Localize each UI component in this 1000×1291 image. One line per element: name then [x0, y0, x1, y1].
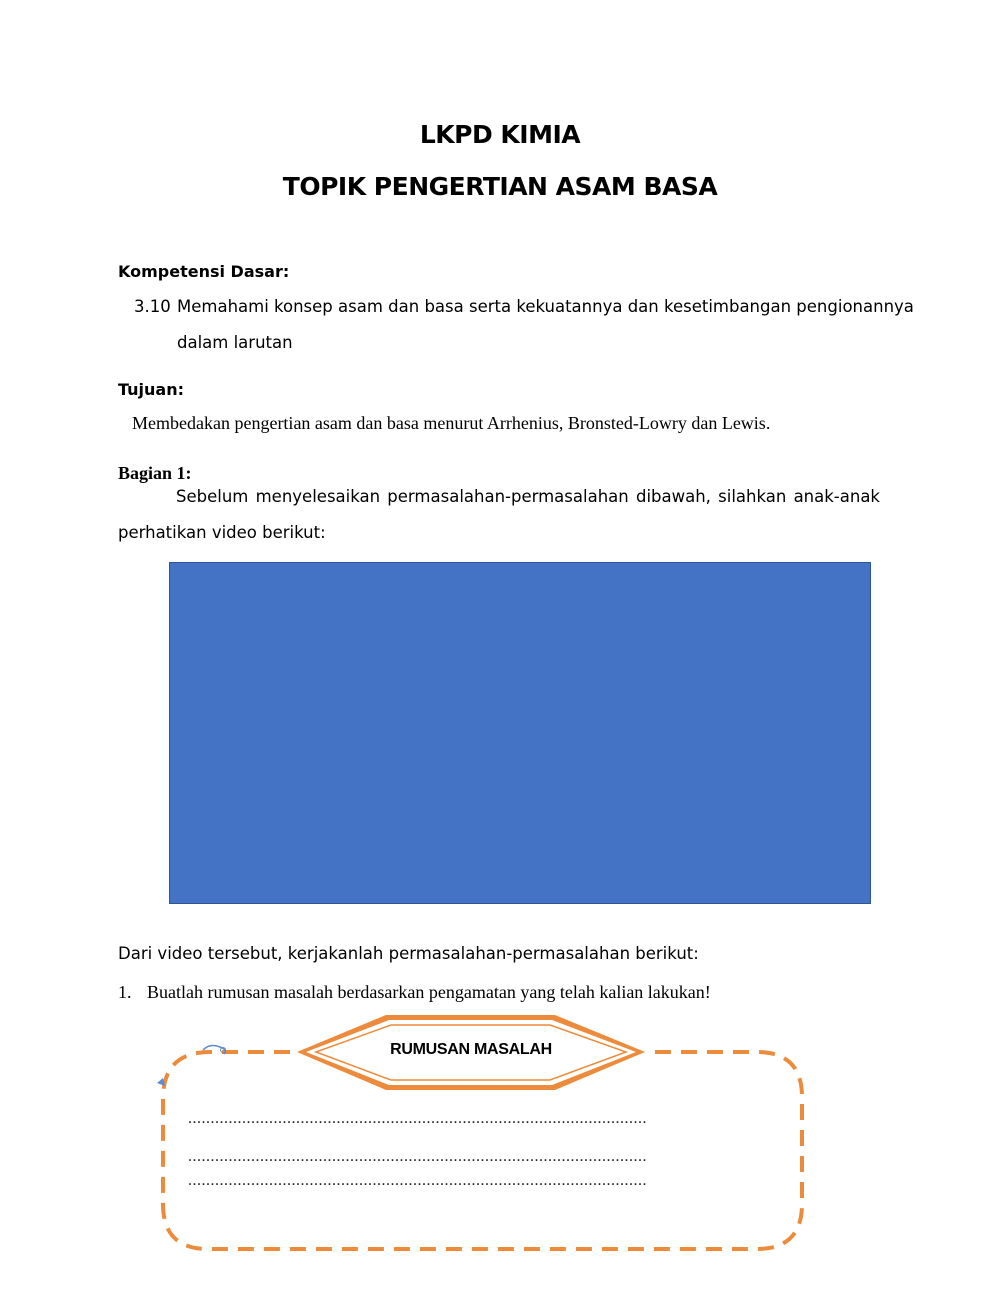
kompetensi-label: Kompetensi Dasar: — [118, 262, 290, 281]
rumusan-heading: RUMUSAN MASALAH — [390, 1041, 552, 1058]
page-subtitle: TOPIK PENGERTIAN ASAM BASA — [282, 172, 718, 201]
bagian-intro-line1: Sebelum menyelesaikan permasalahan-permasalahan dibawah, silahkan anak-anak — [176, 487, 880, 506]
tujuan-label: Tujuan: — [118, 380, 185, 399]
bagian-intro-line2: perhatikan video berikut: — [118, 523, 326, 542]
answer-line-1[interactable]: ...................................................................................................... — [188, 1110, 647, 1127]
tujuan-text: Membedakan pengertian asam dan basa menurut Arrhenius, Bronsted-Lowry dan Lewis. — [132, 413, 771, 433]
kompetensi-number: 3.10 — [134, 297, 171, 316]
answer-line-3[interactable]: ...................................................................................................... — [188, 1172, 647, 1189]
bagian-label: Bagian 1: — [118, 463, 192, 483]
page-title: LKPD KIMIA — [419, 120, 581, 149]
kompetensi-text-line1: Memahami konsep asam dan basa serta kekuatannya dan kesetimbangan pengionannya — [177, 297, 914, 316]
instruction-text: Dari video tersebut, kerjakanlah permasalahan-permasalahan berikut: — [118, 944, 699, 963]
kompetensi-text-line2: dalam larutan — [177, 333, 293, 352]
answer-line-2[interactable]: ...................................................................................................... — [188, 1148, 647, 1165]
item-text: Buatlah rumusan masalah berdasarkan pengamatan yang telah kalian lakukan! — [147, 982, 711, 1002]
item-number: 1. — [118, 982, 132, 1002]
